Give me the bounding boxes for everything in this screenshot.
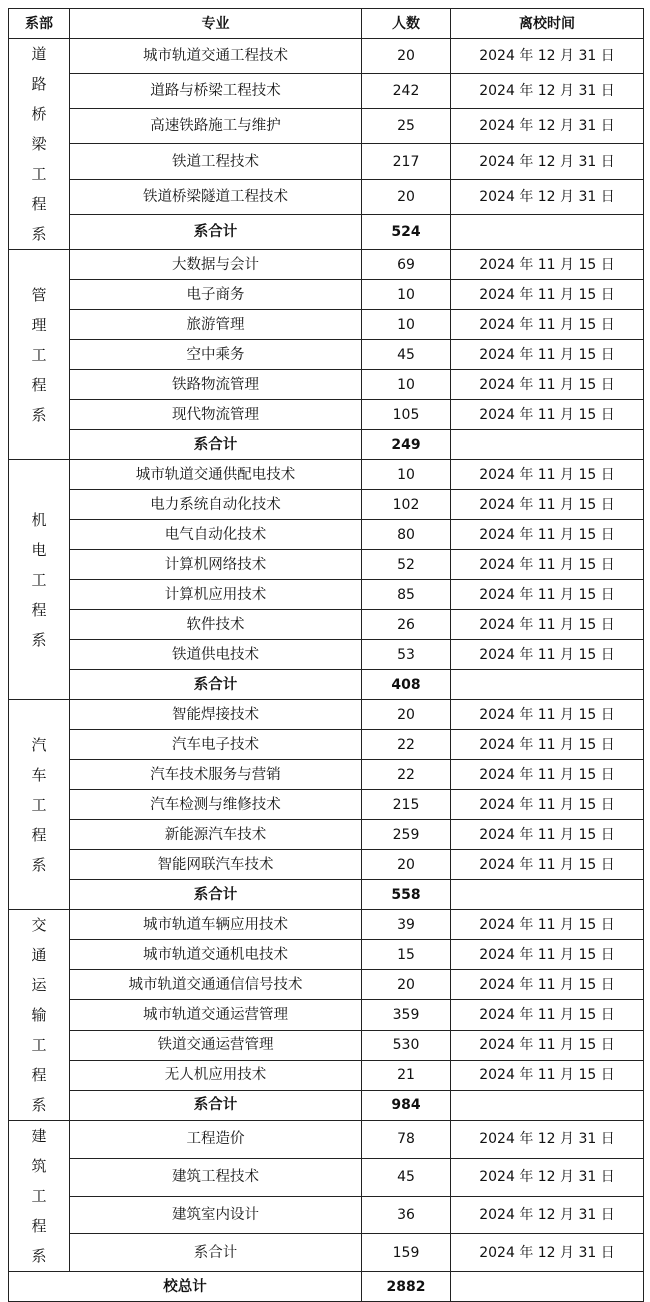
student-count: 45 — [362, 340, 451, 370]
table-row — [9, 340, 644, 370]
table-row — [9, 74, 644, 109]
departure-date: 2024 年 11 月 15 日 — [451, 580, 644, 610]
departure-date: 2024 年 12 月 31 日 — [451, 1158, 644, 1196]
student-count: 217 — [362, 144, 451, 179]
major-name: 铁道桥梁隧道工程技术 — [70, 179, 362, 214]
department-name — [9, 910, 70, 1121]
student-count: 20 — [362, 850, 451, 880]
subtotal-label: 系合计 — [70, 880, 362, 910]
student-count: 15 — [362, 940, 451, 970]
table-row — [9, 550, 644, 580]
student-count: 39 — [362, 910, 451, 940]
table-row — [9, 144, 644, 179]
graduate-departure-table — [8, 8, 644, 1302]
departure-date: 2024 年 11 月 15 日 — [451, 640, 644, 670]
departure-date: 2024 年 11 月 15 日 — [451, 1030, 644, 1060]
subtotal-date — [451, 880, 644, 910]
student-count: 359 — [362, 1000, 451, 1030]
subtotal-row — [9, 214, 644, 249]
student-count: 242 — [362, 74, 451, 109]
departure-date: 2024 年 11 月 15 日 — [451, 940, 644, 970]
table-row — [9, 640, 644, 670]
subtotal-date — [451, 1090, 644, 1120]
student-count: 10 — [362, 310, 451, 340]
departure-date: 2024 年 11 月 15 日 — [451, 490, 644, 520]
major-name: 城市轨道交通供配电技术 — [70, 460, 362, 490]
subtotal-label: 系合计 — [70, 1090, 362, 1120]
table-row — [9, 1000, 644, 1030]
table-row — [9, 520, 644, 550]
subtotal-row — [9, 430, 644, 460]
department-name-text: 交通运输工程系 — [31, 916, 47, 1114]
departure-date: 2024 年 12 月 31 日 — [451, 74, 644, 109]
table-row — [9, 580, 644, 610]
student-count: 10 — [362, 370, 451, 400]
student-count: 52 — [362, 550, 451, 580]
student-count: 20 — [362, 179, 451, 214]
table-row — [9, 790, 644, 820]
major-name: 新能源汽车技术 — [70, 820, 362, 850]
major-name: 城市轨道交通运营管理 — [70, 1000, 362, 1030]
student-count: 45 — [362, 1158, 451, 1196]
departure-date: 2024 年 11 月 15 日 — [451, 850, 644, 880]
table-row — [9, 460, 644, 490]
departure-date: 2024 年 11 月 15 日 — [451, 340, 644, 370]
major-name: 计算机应用技术 — [70, 580, 362, 610]
major-name: 建筑室内设计 — [70, 1196, 362, 1234]
subtotal-count: 984 — [362, 1090, 451, 1120]
header-row — [9, 9, 644, 39]
major-name: 空中乘务 — [70, 340, 362, 370]
subtotal-label: 系合计 — [70, 670, 362, 700]
department-name-text: 机电工程系 — [31, 510, 47, 649]
subtotal-date — [451, 214, 644, 249]
departure-date: 2024 年 11 月 15 日 — [451, 1000, 644, 1030]
departure-date: 2024 年 11 月 15 日 — [451, 250, 644, 280]
major-name: 工程造价 — [70, 1121, 362, 1159]
table-row — [9, 370, 644, 400]
departure-date: 2024 年 11 月 15 日 — [451, 610, 644, 640]
header-major: 专业 — [70, 9, 362, 39]
student-count: 20 — [362, 970, 451, 1000]
student-count: 78 — [362, 1121, 451, 1159]
departure-date: 2024 年 11 月 15 日 — [451, 310, 644, 340]
major-name: 软件技术 — [70, 610, 362, 640]
table-row — [9, 910, 644, 940]
department-name — [9, 39, 70, 250]
subtotal-date — [451, 430, 644, 460]
major-name: 智能网联汽车技术 — [70, 850, 362, 880]
major-name: 铁路物流管理 — [70, 370, 362, 400]
table-row — [9, 39, 644, 74]
department-name-text: 管理工程系 — [31, 285, 47, 424]
table-row — [9, 940, 644, 970]
student-count: 22 — [362, 730, 451, 760]
department-name-text: 建筑工程系 — [31, 1127, 47, 1265]
table-row — [9, 490, 644, 520]
major-name: 铁道交通运营管理 — [70, 1030, 362, 1060]
table-row — [9, 760, 644, 790]
student-count: 85 — [362, 580, 451, 610]
table-row — [9, 850, 644, 880]
department-name — [9, 700, 70, 910]
major-name: 汽车技术服务与营销 — [70, 760, 362, 790]
subtotal-label: 系合计 — [70, 430, 362, 460]
department-name-text: 道路桥梁工程系 — [31, 45, 47, 243]
department-name — [9, 460, 70, 700]
header-departure-date: 离校时间 — [451, 9, 644, 39]
departure-date: 2024 年 12 月 31 日 — [451, 1121, 644, 1159]
header-count: 人数 — [362, 9, 451, 39]
departure-date: 2024 年 12 月 31 日 — [451, 1196, 644, 1234]
subtotal-label: 系合计 — [70, 214, 362, 249]
major-name: 电气自动化技术 — [70, 520, 362, 550]
grand-total-label: 校总计 — [9, 1272, 362, 1302]
student-count: 25 — [362, 109, 451, 144]
student-count: 80 — [362, 520, 451, 550]
major-name: 城市轨道交通通信信号技术 — [70, 970, 362, 1000]
student-count: 102 — [362, 490, 451, 520]
student-count: 21 — [362, 1060, 451, 1090]
departure-date: 2024 年 11 月 15 日 — [451, 700, 644, 730]
table-row — [9, 1060, 644, 1090]
major-name: 城市轨道车辆应用技术 — [70, 910, 362, 940]
major-name: 建筑工程技术 — [70, 1158, 362, 1196]
student-count: 26 — [362, 610, 451, 640]
student-count: 69 — [362, 250, 451, 280]
student-count: 259 — [362, 820, 451, 850]
major-name: 电力系统自动化技术 — [70, 490, 362, 520]
major-name: 智能焊接技术 — [70, 700, 362, 730]
departure-date: 2024 年 12 月 31 日 — [451, 109, 644, 144]
departure-date: 2024 年 12 月 31 日 — [451, 144, 644, 179]
subtotal-count: 249 — [362, 430, 451, 460]
department-name — [9, 250, 70, 460]
departure-date: 2024 年 11 月 15 日 — [451, 730, 644, 760]
student-count: 20 — [362, 39, 451, 74]
table-row — [9, 1158, 644, 1196]
major-name: 城市轨道交通工程技术 — [70, 39, 362, 74]
table-row — [9, 1196, 644, 1234]
subtotal-row — [9, 670, 644, 700]
major-name: 高速铁路施工与维护 — [70, 109, 362, 144]
major-name: 无人机应用技术 — [70, 1060, 362, 1090]
table-row — [9, 250, 644, 280]
table-row — [9, 610, 644, 640]
table-row — [9, 1121, 644, 1159]
table-row — [9, 730, 644, 760]
departure-date: 2024 年 11 月 15 日 — [451, 520, 644, 550]
subtotal-date: 2024 年 12 月 31 日 — [451, 1234, 644, 1272]
subtotal-row — [9, 880, 644, 910]
grand-total-count: 2882 — [362, 1272, 451, 1302]
major-name: 汽车电子技术 — [70, 730, 362, 760]
major-name: 计算机网络技术 — [70, 550, 362, 580]
department-name-text: 汽车工程系 — [31, 735, 47, 874]
major-name: 汽车检测与维修技术 — [70, 790, 362, 820]
table-row — [9, 820, 644, 850]
student-count: 10 — [362, 460, 451, 490]
departure-date: 2024 年 12 月 31 日 — [451, 179, 644, 214]
departure-date: 2024 年 11 月 15 日 — [451, 820, 644, 850]
grand-total-date — [451, 1272, 644, 1302]
departure-date: 2024 年 12 月 31 日 — [451, 39, 644, 74]
major-name: 大数据与会计 — [70, 250, 362, 280]
subtotal-date — [451, 670, 644, 700]
major-name: 旅游管理 — [70, 310, 362, 340]
major-name: 铁道工程技术 — [70, 144, 362, 179]
grand-total-row — [9, 1272, 644, 1302]
departure-date: 2024 年 11 月 15 日 — [451, 370, 644, 400]
departure-date: 2024 年 11 月 15 日 — [451, 280, 644, 310]
student-count: 20 — [362, 700, 451, 730]
major-name: 电子商务 — [70, 280, 362, 310]
student-count: 53 — [362, 640, 451, 670]
subtotal-count: 408 — [362, 670, 451, 700]
student-count: 22 — [362, 760, 451, 790]
subtotal-label: 系合计 — [70, 1234, 362, 1272]
departure-date: 2024 年 11 月 15 日 — [451, 400, 644, 430]
table-row — [9, 970, 644, 1000]
table-row — [9, 700, 644, 730]
departure-date: 2024 年 11 月 15 日 — [451, 550, 644, 580]
table-row — [9, 179, 644, 214]
header-department: 系部 — [9, 9, 70, 39]
student-count: 105 — [362, 400, 451, 430]
departure-date: 2024 年 11 月 15 日 — [451, 460, 644, 490]
departure-date: 2024 年 11 月 15 日 — [451, 1060, 644, 1090]
subtotal-count: 159 — [362, 1234, 451, 1272]
table-row — [9, 310, 644, 340]
departure-date: 2024 年 11 月 15 日 — [451, 790, 644, 820]
subtotal-row — [9, 1090, 644, 1120]
major-name: 现代物流管理 — [70, 400, 362, 430]
department-name — [9, 1121, 70, 1272]
departure-date: 2024 年 11 月 15 日 — [451, 910, 644, 940]
table-row — [9, 109, 644, 144]
subtotal-count: 558 — [362, 880, 451, 910]
departure-date: 2024 年 11 月 15 日 — [451, 760, 644, 790]
student-count: 36 — [362, 1196, 451, 1234]
departure-date: 2024 年 11 月 15 日 — [451, 970, 644, 1000]
major-name: 铁道供电技术 — [70, 640, 362, 670]
major-name: 城市轨道交通机电技术 — [70, 940, 362, 970]
table-row — [9, 400, 644, 430]
subtotal-count: 524 — [362, 214, 451, 249]
student-count: 215 — [362, 790, 451, 820]
table-row — [9, 280, 644, 310]
student-count: 530 — [362, 1030, 451, 1060]
student-count: 10 — [362, 280, 451, 310]
table-row — [9, 1030, 644, 1060]
major-name: 道路与桥梁工程技术 — [70, 74, 362, 109]
